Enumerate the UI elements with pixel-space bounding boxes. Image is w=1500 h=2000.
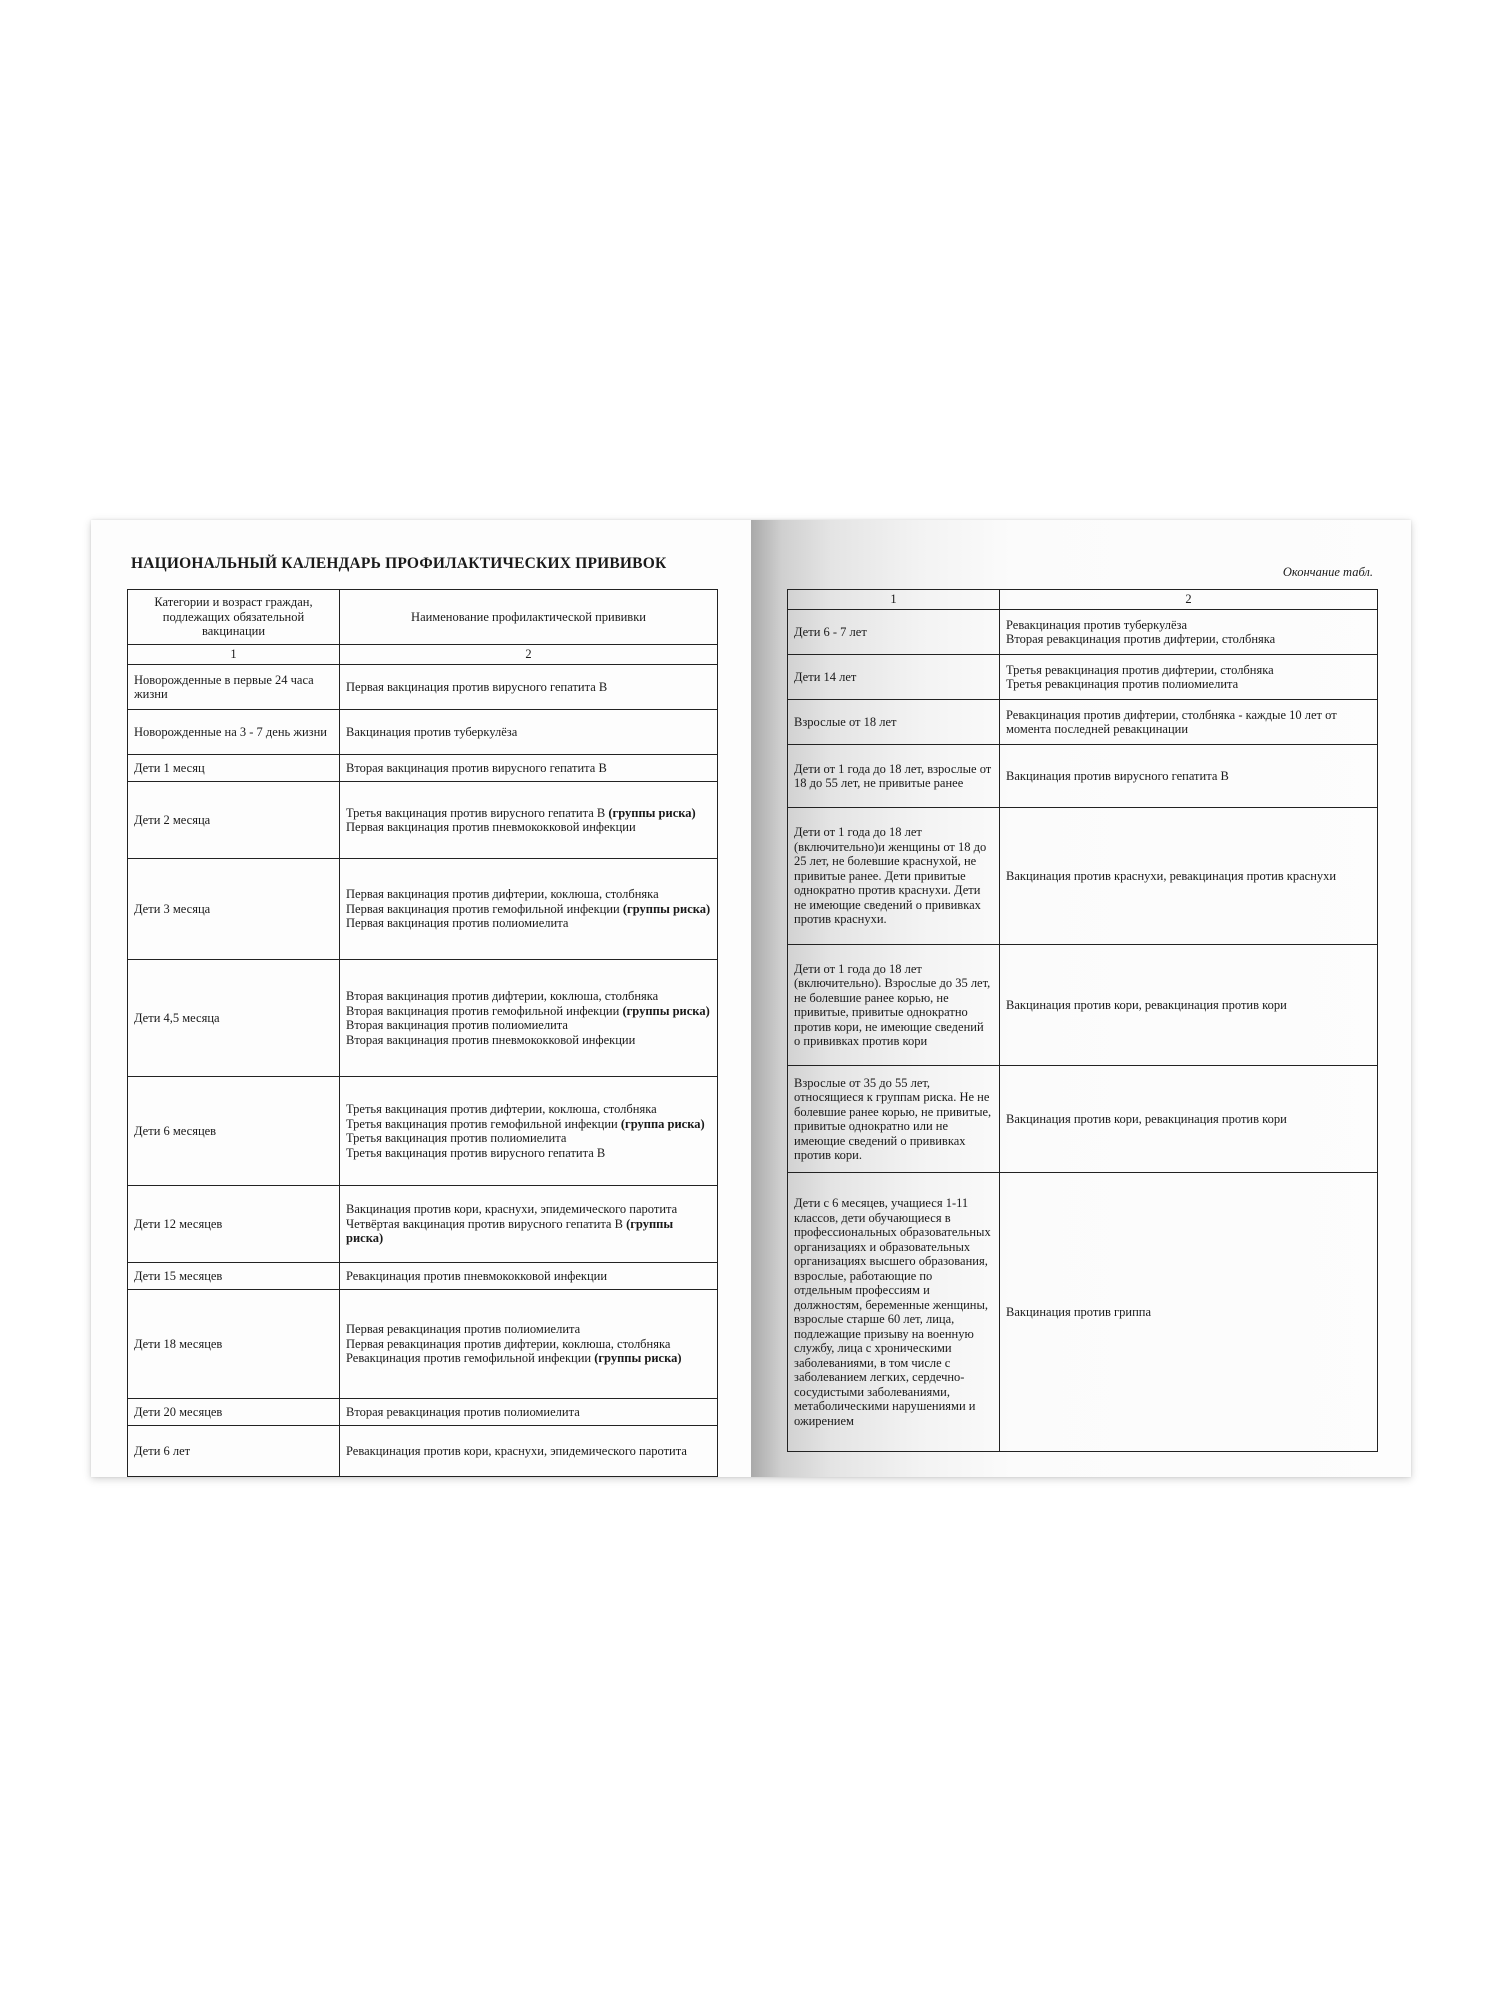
vaccination-cell — [1000, 1173, 1378, 1452]
table-row — [128, 1290, 718, 1399]
vaccination-table-continued — [787, 589, 1378, 1452]
table-row — [128, 755, 718, 782]
table-row — [128, 1263, 718, 1290]
vaccination-text: Первая вакцинация против полиомиелита — [346, 916, 569, 931]
vaccination-cell — [1000, 655, 1378, 700]
vaccination-text: Вторая вакцинация против дифтерии, коклюша, столбняка — [346, 989, 659, 1003]
column-number-2: 2 — [340, 645, 718, 665]
category-cell: Дети 20 месяцев — [128, 1399, 340, 1426]
vaccination-table — [127, 589, 718, 1477]
table-row — [128, 1399, 718, 1426]
vaccination-cell — [340, 1290, 718, 1399]
vaccination-line — [346, 887, 711, 902]
table-row — [788, 808, 1378, 945]
table-row — [128, 1186, 718, 1263]
vaccination-cell — [1000, 808, 1378, 945]
vaccination-line — [1006, 1112, 1371, 1127]
vaccination-text: Вторая ревакцинация против полиомиелита — [346, 1404, 580, 1419]
category-cell: Дети 18 месяцев — [128, 1290, 340, 1399]
table-row — [128, 665, 718, 710]
vaccination-line — [1006, 1305, 1371, 1320]
vaccination-text: Вторая вакцинация против вирусного гепатита В — [346, 760, 607, 775]
table-row — [788, 700, 1378, 745]
risk-group-note: (группы риска) — [346, 1216, 674, 1246]
table-row — [128, 782, 718, 859]
vaccination-cell — [340, 782, 718, 859]
vaccination-text: Третья ревакцинация против дифтерии, столбняка — [1006, 662, 1274, 677]
vaccination-line — [346, 916, 711, 931]
table-row — [128, 859, 718, 960]
vaccination-cell — [340, 710, 718, 755]
vaccination-line — [346, 1405, 711, 1420]
vaccination-cell — [1000, 1066, 1378, 1173]
vaccination-text: Первая ревакцинация против полиомиелита — [346, 1322, 581, 1337]
category-cell: Дети 4,5 месяца — [128, 960, 340, 1077]
vaccination-text: Третья вакцинация против вирусного гепатита В — [346, 805, 609, 820]
category-cell: Новорожденные в первые 24 часа жизни — [128, 665, 340, 710]
table-row — [128, 710, 718, 755]
table-row — [128, 960, 718, 1077]
category-cell: Дети 15 месяцев — [128, 1263, 340, 1290]
vaccination-text: Вакцинация против кори, краснухи, эпидемического паротита — [346, 1202, 678, 1217]
vaccination-line — [1006, 769, 1371, 784]
risk-group-note: (группы риска) — [594, 1351, 682, 1366]
vaccination-text: Вакцинация против кори, ревакцинация против кори — [1006, 997, 1287, 1012]
vaccination-line — [346, 1117, 711, 1132]
vaccination-line — [346, 1217, 711, 1246]
table-row — [788, 655, 1378, 700]
table-row — [788, 1066, 1378, 1173]
category-cell: Дети с 6 месяцев, учащиеся 1-11 классов, дети обучающиеся в профессиональных образовательных организациях и образовательных организациях высшего образования, взрослые, работающие по отдельным профессиям и должностям, беременные женщины, взрослые старше 60 лет, лица, подлежащие призыву на военную службу, лица с хроническими заболеваниями, в том числе с заболеванием легких, сердечно-сосудистыми заболеваниями, метаболическими нарушениями и ожирением — [788, 1173, 1000, 1452]
category-cell: Дети от 1 года до 18 лет, взрослые от 18 до 55 лет, не привитые ранее — [788, 745, 1000, 808]
vaccination-line — [346, 806, 711, 821]
table-row — [788, 945, 1378, 1066]
category-cell: Дети 6 месяцев — [128, 1077, 340, 1186]
category-cell: Новорожденные на 3 - 7 день жизни — [128, 710, 340, 755]
vaccination-text: Вторая ревакцинация против дифтерии, столбняка — [1006, 632, 1276, 646]
vaccination-line — [346, 902, 711, 917]
vaccination-line — [1006, 998, 1371, 1013]
vaccination-text: Ревакцинация против пневмококковой инфекции — [346, 1268, 608, 1283]
vaccination-line — [346, 1322, 711, 1337]
vaccination-line — [346, 725, 711, 740]
vaccination-line — [346, 1131, 711, 1146]
vaccination-line — [346, 820, 711, 835]
vaccination-line — [346, 1269, 711, 1284]
vaccination-line — [346, 1102, 711, 1117]
table-row — [128, 1077, 718, 1186]
vaccination-line — [1006, 708, 1371, 737]
vaccination-text: Третья вакцинация против вирусного гепатита В — [346, 1145, 606, 1160]
vaccination-line — [1006, 663, 1371, 678]
table-header-row — [128, 590, 718, 645]
vaccination-cell — [340, 755, 718, 782]
vaccination-line — [346, 1004, 711, 1019]
vaccination-line — [346, 989, 711, 1004]
vaccination-text: Ревакцинация против гемофильной инфекции — [346, 1351, 595, 1366]
risk-group-note: (группа риска) — [620, 1116, 705, 1131]
category-cell: Взрослые от 35 до 55 лет, относящиеся к группам риска. Не не болевшие ранее корью, не привитые, привитые однократно или не имеющие сведений о прививках против кори. — [788, 1066, 1000, 1173]
booklet-spread — [91, 520, 1411, 1477]
page-title: НАЦИОНАЛЬНЫЙ КАЛЕНДАРЬ ПРОФИЛАКТИЧЕСКИХ ПРИВИВОК — [131, 555, 667, 572]
column-number-2: 2 — [1000, 590, 1378, 610]
vaccination-cell — [340, 1263, 718, 1290]
vaccination-line — [1006, 632, 1371, 647]
vaccination-text: Вакцинация против кори, ревакцинация против кори — [1006, 1111, 1287, 1126]
category-cell: Дети 3 месяца — [128, 859, 340, 960]
table-row — [128, 1426, 718, 1477]
vaccination-line — [346, 1033, 711, 1048]
vaccination-cell — [340, 1399, 718, 1426]
category-cell: Дети от 1 года до 18 лет (включительно). Взрослые до 35 лет, не болевшие ранее корью, не привитые, привитые однократно против кори, не имеющие сведений о прививках против кори — [788, 945, 1000, 1066]
vaccination-text: Ревакцинация против туберкулёза — [1006, 617, 1188, 632]
vaccination-text: Вторая вакцинация против полиомиелита — [346, 1018, 568, 1032]
header-vaccination: Наименование профилактической прививки — [340, 590, 718, 645]
vaccination-text: Третья вакцинация против полиомиелита — [346, 1131, 567, 1145]
vaccination-text: Первая вакцинация против гемофильной инфекции — [346, 901, 623, 916]
continuation-note: Окончание табл. — [1282, 565, 1373, 579]
category-cell: Дети от 1 года до 18 лет (включительно)и женщины от 18 до 25 лет, не болевшие краснухой, не привитые ранее. Дети привитые однократно против краснухи. Дети не имеющие сведений о прививках против краснухи. — [788, 808, 1000, 945]
vaccination-cell — [340, 960, 718, 1077]
vaccination-text: Третья ревакцинация против полиомиелита — [1006, 677, 1239, 691]
vaccination-line — [346, 1146, 711, 1161]
table-row — [788, 745, 1378, 808]
vaccination-cell — [1000, 700, 1378, 745]
table-row — [788, 1173, 1378, 1452]
vaccination-line — [1006, 869, 1371, 884]
vaccination-line — [346, 1018, 711, 1033]
vaccination-text: Вакцинация против гриппа — [1006, 1304, 1152, 1319]
category-cell: Дети 2 месяца — [128, 782, 340, 859]
vaccination-line — [346, 761, 711, 776]
vaccination-cell — [1000, 945, 1378, 1066]
risk-group-note: (группы риска) — [622, 1003, 710, 1018]
category-cell: Дети 12 месяцев — [128, 1186, 340, 1263]
column-number-1: 1 — [128, 645, 340, 665]
vaccination-line — [346, 1351, 711, 1366]
vaccination-text: Первая ревакцинация против дифтерии, коклюша, столбняка — [346, 1336, 671, 1351]
vaccination-text: Четвёртая вакцинация против вирусного гепатита В — [346, 1216, 627, 1231]
risk-group-note: (группы риска) — [608, 805, 696, 820]
vaccination-text: Третья вакцинация против гемофильной инфекции — [346, 1116, 621, 1131]
category-cell: Дети 1 месяц — [128, 755, 340, 782]
vaccination-text: Первая вакцинация против дифтерии, коклюша, столбняка — [346, 887, 659, 902]
left-page — [91, 520, 751, 1477]
vaccination-text: Ревакцинация против дифтерии, столбняка - каждые 10 лет от момента последней ревакцинации — [1006, 707, 1337, 736]
vaccination-line — [1006, 677, 1371, 692]
category-cell: Дети 6 лет — [128, 1426, 340, 1477]
vaccination-line — [346, 1444, 711, 1459]
vaccination-text: Третья вакцинация против дифтерии, коклюша, столбняка — [346, 1102, 657, 1116]
category-cell: Взрослые от 18 лет — [788, 700, 1000, 745]
category-cell: Дети 14 лет — [788, 655, 1000, 700]
vaccination-cell — [340, 1426, 718, 1477]
vaccination-line — [346, 680, 711, 695]
vaccination-cell — [1000, 745, 1378, 808]
vaccination-cell — [1000, 610, 1378, 655]
vaccination-cell — [340, 859, 718, 960]
right-page — [751, 520, 1411, 1477]
vaccination-text: Ревакцинация против кори, краснухи, эпидемического паротита — [346, 1443, 687, 1458]
vaccination-text: Вторая вакцинация против пневмококковой инфекции — [346, 1032, 636, 1047]
vaccination-text: Первая вакцинация против пневмококковой инфекции — [346, 820, 636, 834]
vaccination-line — [1006, 618, 1371, 633]
column-number-row — [128, 645, 718, 665]
column-number-1: 1 — [788, 590, 1000, 610]
vaccination-text: Вакцинация против краснухи, ревакцинация против краснухи — [1006, 868, 1337, 883]
vaccination-text: Вакцинация против вирусного гепатита В — [1006, 768, 1229, 783]
category-cell: Дети 6 - 7 лет — [788, 610, 1000, 655]
vaccination-text: Первая вакцинация против вирусного гепатита В — [346, 679, 608, 694]
risk-group-note: (группы риска) — [622, 901, 711, 916]
table-row — [788, 610, 1378, 655]
vaccination-text: Вторая вакцинация против гемофильной инфекции — [346, 1003, 623, 1018]
vaccination-line — [346, 1337, 711, 1352]
vaccination-line — [346, 1202, 711, 1217]
vaccination-text: Вакцинация против туберкулёза — [346, 724, 518, 739]
vaccination-cell — [340, 665, 718, 710]
vaccination-cell — [340, 1186, 718, 1263]
column-number-row — [788, 590, 1378, 610]
header-category: Категории и возраст граждан, подлежащих обязательной вакцинации — [128, 590, 340, 645]
vaccination-cell — [340, 1077, 718, 1186]
